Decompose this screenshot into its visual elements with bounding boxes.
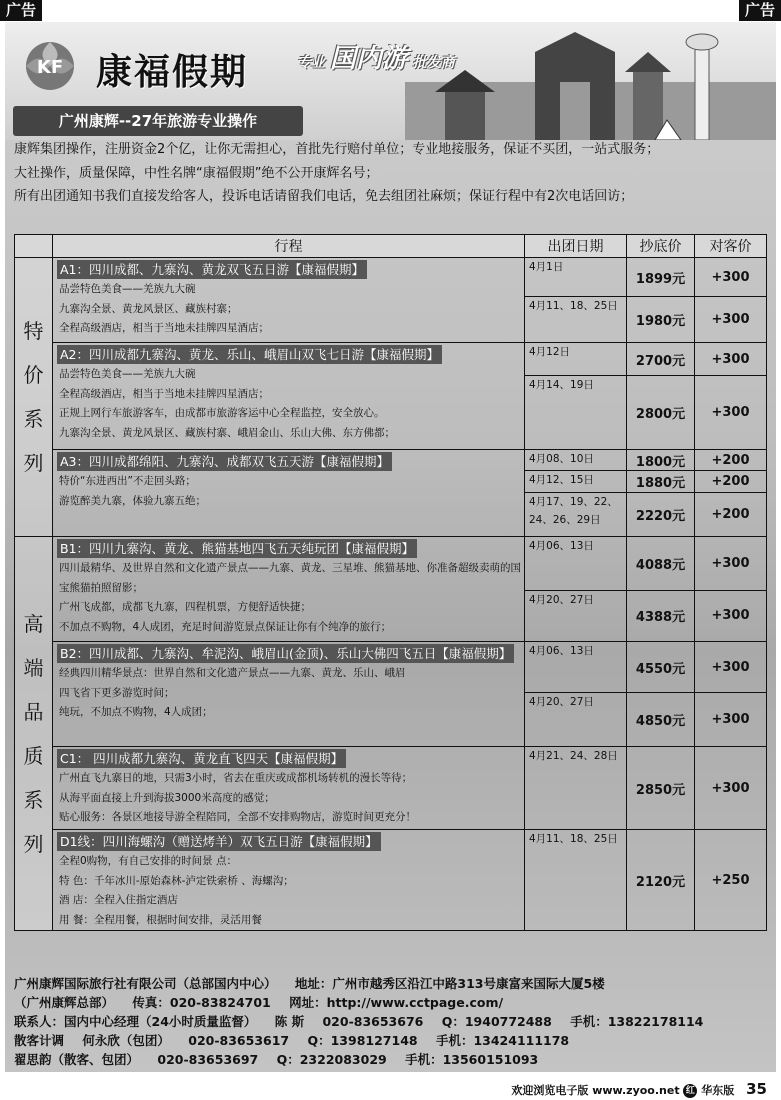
contact-name: 何永欣（包团） (82, 1033, 170, 1048)
brand-logo (20, 34, 280, 104)
trip-line: 特价“东进西出”不走回头路； (59, 475, 196, 487)
trip-b2 (53, 642, 525, 747)
trip-date: 4月06、13日 (525, 537, 627, 591)
table-row (15, 642, 767, 693)
trip-line: 全程高级酒店，相当于当地未挂牌四星酒店； (59, 387, 269, 400)
top-ad-bar (0, 0, 781, 22)
trip-line: 经典四川精华景点：世界自然和文化遗产景点——九寨、黄龙、乐山、峨眉 (59, 667, 406, 679)
header-category (15, 235, 53, 258)
page-footer (511, 1080, 767, 1098)
table-row (15, 747, 767, 830)
category-char: 质 (23, 743, 44, 768)
trip-line: 从海平面直接上升到海拔3000米高度的感觉； (59, 791, 275, 804)
trip-b1 (53, 537, 525, 642)
trip-date: 4月20、27日 (525, 590, 627, 641)
trip-line: 游览醉美九寨，体验九寨五绝； (59, 494, 206, 507)
category-char: 特 (23, 319, 44, 343)
header-banner (5, 22, 776, 140)
logo-mark-text: KF (36, 57, 64, 78)
trip-date: 4月21、24、28日 (525, 747, 627, 830)
contact-qq: Q：2322083029 (276, 1052, 387, 1067)
floor-price: 2800元 (627, 376, 695, 450)
page-number: 35 (746, 1080, 767, 1098)
client-price: +300 (695, 693, 767, 747)
kf-logo-icon (20, 38, 80, 94)
floor-price: 1899元 (627, 258, 695, 297)
ad-label-left: 广告 (0, 0, 42, 21)
intro-text (14, 138, 764, 209)
contact-mobile: 手机：13822178114 (570, 1014, 704, 1029)
client-price: +300 (695, 642, 767, 693)
fax-number: 传真：020-83824701 (132, 995, 271, 1010)
contact-role: 散客计调 (14, 1033, 65, 1048)
category-char: 系 (23, 407, 44, 431)
trip-date: 4月08、10日 (525, 450, 627, 471)
trip-line: 品尝特色美食——羌族九大碗 (59, 368, 196, 380)
trip-date: 4月12、15日 (525, 471, 627, 492)
trip-line: 特 色：千年冰川-原始森林-泸定铁索桥 、海螺沟； (59, 874, 294, 887)
header-floor-price: 抄底价 (627, 235, 695, 258)
category-char: 品 (23, 699, 44, 724)
website-link[interactable]: 网址：http://www.cctpage.com/ (289, 995, 504, 1010)
intro-line: 康辉集团操作，注册资金2个亿，让你无需担心，首批先行赔付单位；专业地接服务，保证不买团，一站式服务； (14, 142, 660, 157)
category-char: 系 (23, 787, 44, 812)
trip-title: C1： 四川成都九寨沟、黄龙直飞四天【康福假期】 (57, 749, 346, 768)
contact-phone: 020-83653676 (322, 1014, 424, 1029)
trip-date: 4月12日 (525, 343, 627, 376)
contact-mobile: 手机：13560151093 (405, 1052, 539, 1067)
trip-line: 酒 店：全程入住指定酒店 (59, 894, 178, 906)
floor-price: 2700元 (627, 343, 695, 376)
trip-date: 4月11、18、25日 (525, 830, 627, 931)
client-price: +200 (695, 471, 767, 492)
floor-price: 4388元 (627, 590, 695, 641)
itinerary-table (14, 234, 767, 931)
brand-name: 康福假期 (96, 52, 249, 93)
trip-line: 广州飞成都，成都飞九寨，四程机票，方便舒适快捷； (59, 601, 311, 613)
trip-title: D1线：四川海螺沟（赠送烤羊）双飞五日游【康福假期】 (57, 832, 381, 851)
contact-phone: 020-83653617 (188, 1033, 290, 1048)
trip-c1 (53, 747, 525, 830)
slogan-part-a: 专业 (297, 55, 325, 71)
trip-title: B2：四川成都、九寨沟、牟泥沟、峨眉山(金顶)、乐山大佛四飞五日【康福假期】 (57, 644, 514, 663)
category-premium (15, 537, 53, 931)
company-name: 广州康辉国际旅行社有限公司（总部国内中心） (14, 976, 277, 991)
trip-line: 不加点不购物，4人成团，充足时间游览景点保证让你有个纯净的旅行； (59, 620, 392, 633)
client-price: +300 (695, 343, 767, 376)
footer-row (14, 1050, 774, 1069)
trip-date: 4月17、19、22、24、26、29日 (525, 492, 627, 536)
trip-line: 九寨沟全景、黄龙风景区、藏族村寨、峨眉金山、乐山大佛、东方佛都； (59, 426, 395, 439)
footer-row (14, 1031, 774, 1050)
floor-price: 4550元 (627, 642, 695, 693)
trip-line: 四川最精华、及世界自然和文化遗产景点——九寨、黄龙、三星堆、熊猫基地、你准备超级卖萌的国宝熊猫拍照留影； (59, 562, 521, 594)
site-text: 欢迎浏览电子版 www.zyoo.net (511, 1084, 680, 1097)
contact-phone: 020-83653697 (157, 1052, 259, 1067)
ad-label-right: 广告 (739, 0, 781, 21)
floor-price: 4088元 (627, 537, 695, 591)
header-itinerary: 行程 (53, 235, 525, 258)
trip-line: 四飞省下更多游览时间； (59, 686, 175, 699)
floor-price: 2850元 (627, 747, 695, 830)
trip-title: B1：四川九寨沟、黄龙、熊猫基地四飞五天纯玩团【康福假期】 (57, 539, 417, 558)
floor-price: 4850元 (627, 693, 695, 747)
category-char: 端 (23, 655, 44, 680)
contact-qq: Q：1398127148 (307, 1033, 418, 1048)
contact-qq: Q：1940772488 (441, 1014, 552, 1029)
contact-role: 联系人：国内中心经理（24小时质量监督） (14, 1014, 257, 1029)
trip-a1 (53, 258, 525, 343)
company-hq: （广州康辉总部） (14, 995, 115, 1010)
table-row (15, 450, 767, 471)
trip-date: 4月20、27日 (525, 693, 627, 747)
client-price: +300 (695, 747, 767, 830)
trip-line: 纯玩，不加点不购物，4人成团； (59, 706, 213, 718)
header-client-price: 对客价 (695, 235, 767, 258)
trip-line: 全程0购物，有自己安排的时间景 点： (59, 855, 238, 867)
table-row (15, 830, 767, 931)
client-price: +300 (695, 376, 767, 450)
trip-line: 用 餐：全程用餐，根据时间安排，灵活用餐 (59, 913, 262, 926)
intro-line: 大社操作，质量保障，中性名牌“康福假期”绝不公开康辉名号； (14, 165, 379, 181)
trip-a2 (53, 343, 525, 450)
trip-title: A2：四川成都九寨沟、黄龙、乐山、峨眉山双飞七日游【康福假期】 (57, 345, 442, 364)
footer-row (14, 1012, 774, 1031)
magazine-logo-icon: 红 (683, 1084, 697, 1098)
category-char: 列 (23, 451, 44, 475)
trip-line: 全程高级酒店，相当于当地未挂牌四星酒店； (59, 322, 269, 334)
client-price: +200 (695, 450, 767, 471)
trip-title: A1：四川成都、九寨沟、黄龙双飞五日游【康福假期】 (57, 260, 367, 279)
trip-d1 (53, 830, 525, 931)
floor-price: 1980元 (627, 297, 695, 343)
client-price: +300 (695, 537, 767, 591)
trip-line: 九寨沟全景、黄龙风景区、藏族村寨； (59, 302, 238, 315)
client-price: +300 (695, 297, 767, 343)
landmark-skyline-image (405, 22, 776, 140)
slogan-part-c: 批发商 (412, 55, 455, 71)
floor-price: 2120元 (627, 830, 695, 931)
client-price: +250 (695, 830, 767, 931)
contact-mobile: 手机：13424111178 (435, 1033, 570, 1048)
client-price: +300 (695, 590, 767, 641)
client-price: +300 (695, 258, 767, 297)
trip-date: 4月06、13日 (525, 642, 627, 693)
trip-line: 广州直飞九寨日的地，只需3小时，省去在重庆或成都机场转机的漫长等待； (59, 772, 413, 784)
trip-a3 (53, 450, 525, 537)
floor-price: 2220元 (627, 492, 695, 536)
contact-name: 陈 斯 (274, 1014, 305, 1029)
trip-line: 品尝特色美食——羌族九大碗 (59, 283, 196, 295)
floor-price: 1880元 (627, 471, 695, 492)
intro-line: 所有出团通知书我们直接发给客人，投诉电话请留我们电话，免去组团社麻烦；保证行程中有2次电话回访； (14, 189, 634, 204)
category-char: 价 (23, 363, 44, 387)
table-row (15, 258, 767, 297)
trip-date: 4月1日 (525, 258, 627, 297)
trip-line: 贴心服务：各景区地接导游全程陪同，全部不安排购物店，游览时间更充分！ (59, 811, 416, 823)
category-char: 高 (23, 611, 44, 636)
contact-name: 翟思韵（散客、包团） (14, 1052, 140, 1067)
trip-date: 4月14、19日 (525, 376, 627, 450)
category-char: 列 (23, 831, 44, 856)
slogan-part-b: 国内游 (329, 44, 408, 74)
table-header-row (15, 235, 767, 258)
footer-row (14, 993, 774, 1012)
footer-row (14, 974, 774, 993)
region-label: 华东版 (701, 1084, 735, 1097)
company-address: 地址：广州市越秀区沿江中路313号康富来国际大厦5楼 (294, 976, 605, 991)
header-date: 出团日期 (525, 235, 627, 258)
floor-price: 1800元 (627, 450, 695, 471)
table-row (15, 537, 767, 591)
trip-title: A3：四川成都绵阳、九寨沟、成都双飞五天游【康福假期】 (57, 452, 392, 471)
client-price: +200 (695, 492, 767, 536)
tagline-banner: 广州康辉--27年旅游专业操作 (13, 106, 303, 136)
category-special (15, 258, 53, 537)
contact-footer (14, 974, 774, 1069)
trip-line: 正规上网行车旅游客车，由成都市旅游客运中心全程监控，安全放心。 (59, 407, 385, 419)
trip-date: 4月11、18、25日 (525, 297, 627, 343)
table-row (15, 343, 767, 376)
